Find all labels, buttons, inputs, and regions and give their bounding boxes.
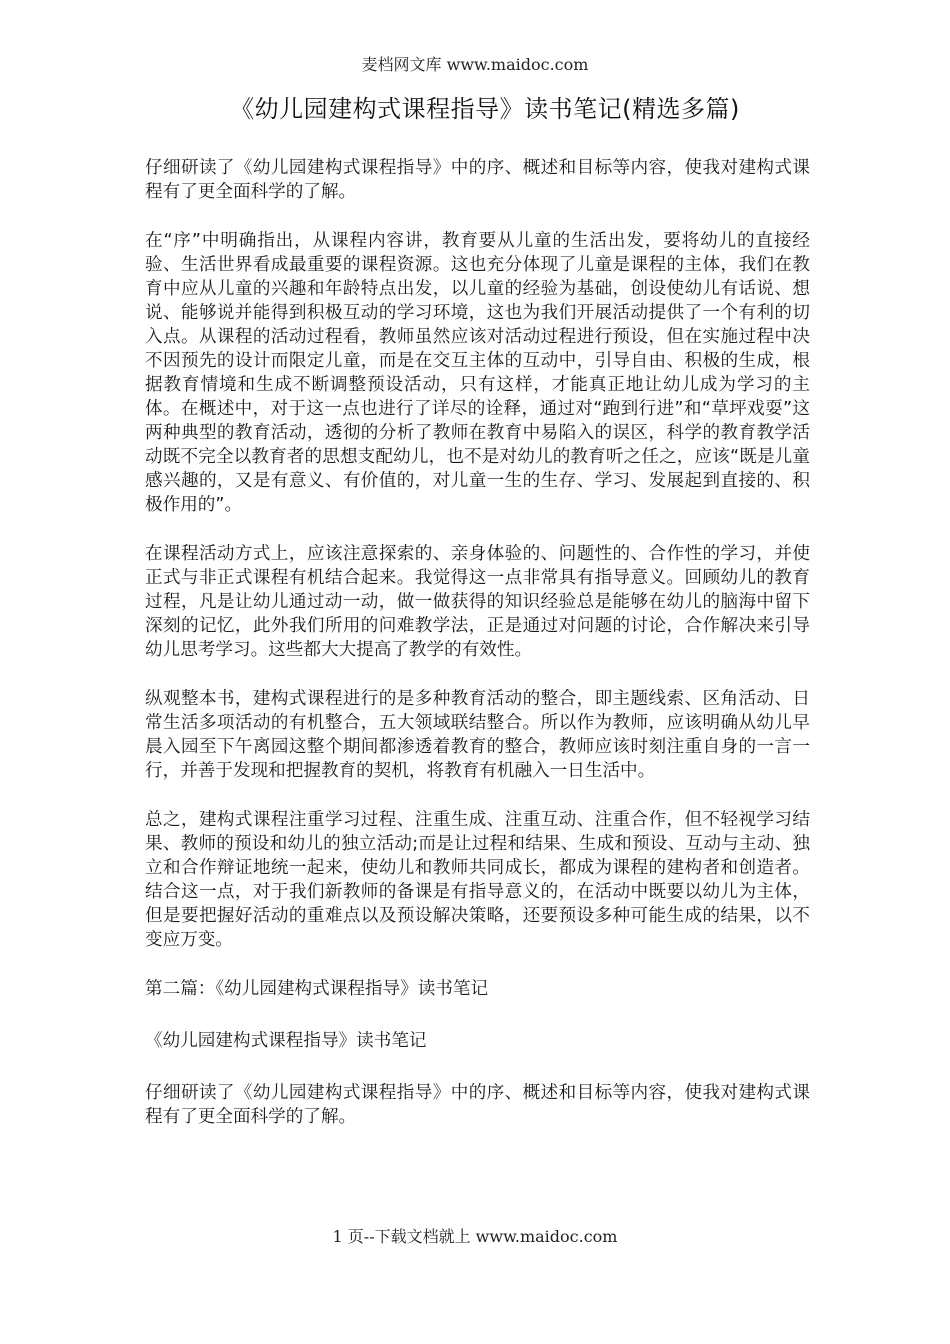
paragraph-3: 在课程活动方式上，应该注意探索的、亲身体验的、问题性的、合作性的学习，并使正式与非正式课程有机结合起来。我觉得这一点非常具有指导意义。回顾幼儿的教育过程，凡是让幼儿通过动一动，做一做获得的知识经验总是能够在幼儿的脑海中留下深刻的记忆，此外我们所用的问难教学法，正是通过对问题的讨论，合作解决来引导幼儿思考学习。这些都大大提高了教学的有效性。 — [145, 544, 810, 660]
section-heading-part-2: 第二篇：《幼儿园建构式课程指导》读书笔记 — [145, 979, 489, 999]
page-footer: 1 页--下载文档就上 www.maidoc.com — [332, 1227, 618, 1246]
section-subtitle: 《幼儿园建构式课程指导》读书笔记 — [145, 1031, 427, 1051]
document-body — [145, 156, 810, 1154]
document-title: 《幼儿园建构式课程指导》读书笔记(精选多篇) — [230, 95, 740, 123]
paragraph-1: 仔细研读了《幼儿园建构式课程指导》中的序、概述和目标等内容，使我对建构式课程有了更全面科学的了解。 — [145, 158, 810, 202]
paragraph-6: 仔细研读了《幼儿园建构式课程指导》中的序、概述和目标等内容，使我对建构式课程有了更全面科学的了解。 — [145, 1083, 810, 1127]
paragraph-2: 在“序”中明确指出，从课程内容讲，教育要从儿童的生活出发，要将幼儿的直接经验、生活世界看成最重要的课程资源。这也充分体现了儿童是课程的主体，我们在教育中应从儿童的兴趣和年龄特点出发，以儿童的经验为基础，创设使幼儿有话说、想说、能够说并能得到积极互动的学习环境，这也为我们开展活动提供了一个有利的切入点。从课程的活动过程看，教师虽然应该对活动过程进行预设，但在实施过程中决不因预先的设计而限定儿童，而是在交互主体的互动中，引导自由、积极的生成，根据教育情境和生成不断调整预设活动，只有这样，才能真正地让幼儿成为学习的主体。在概述中，对于这一点也进行了详尽的诠释，通过对“跑到行进”和“草坪戏耍”这两种典型的教育活动，透彻的分析了教师在教育中易陷入的误区，科学的教育教学活动既不完全以教育者的思想支配幼儿，也不是对幼儿的教育听之任之，应该“既是儿童感兴趣的，又是有意义、有价值的，对儿童一生的生存、学习、发展起到直接的、积极作用的”。 — [145, 231, 810, 515]
paragraph-5: 总之，建构式课程注重学习过程、注重生成、注重互动、注重合作，但不轻视学习结果、教师的预设和幼儿的独立活动;而是让过程和结果、生成和预设、互动与主动、独立和合作辩证地统一起来，使幼儿和教师共同成长，都成为课程的建构者和创造者。结合这一点，对于我们新教师的备课是有指导意义的，在活动中既要以幼儿为主体，但是要把握好活动的重难点以及预设解决策略，还要预设多种可能生成的结果，以不变应万变。 — [145, 810, 810, 950]
paragraph-4: 纵观整本书，建构式课程进行的是多种教育活动的整合，即主题线索、区角活动、日常生活多项活动的有机整合，五大领域联结整合。所以作为教师，应该明确从幼儿早晨入园至下午离园这整个期间都渗透着教育的整合，教师应该时刻注重自身的一言一行，并善于发现和把握教育的契机，将教育有机融入一日生活中。 — [145, 689, 810, 781]
page-header: 麦档网文库 www.maidoc.com — [361, 55, 589, 74]
